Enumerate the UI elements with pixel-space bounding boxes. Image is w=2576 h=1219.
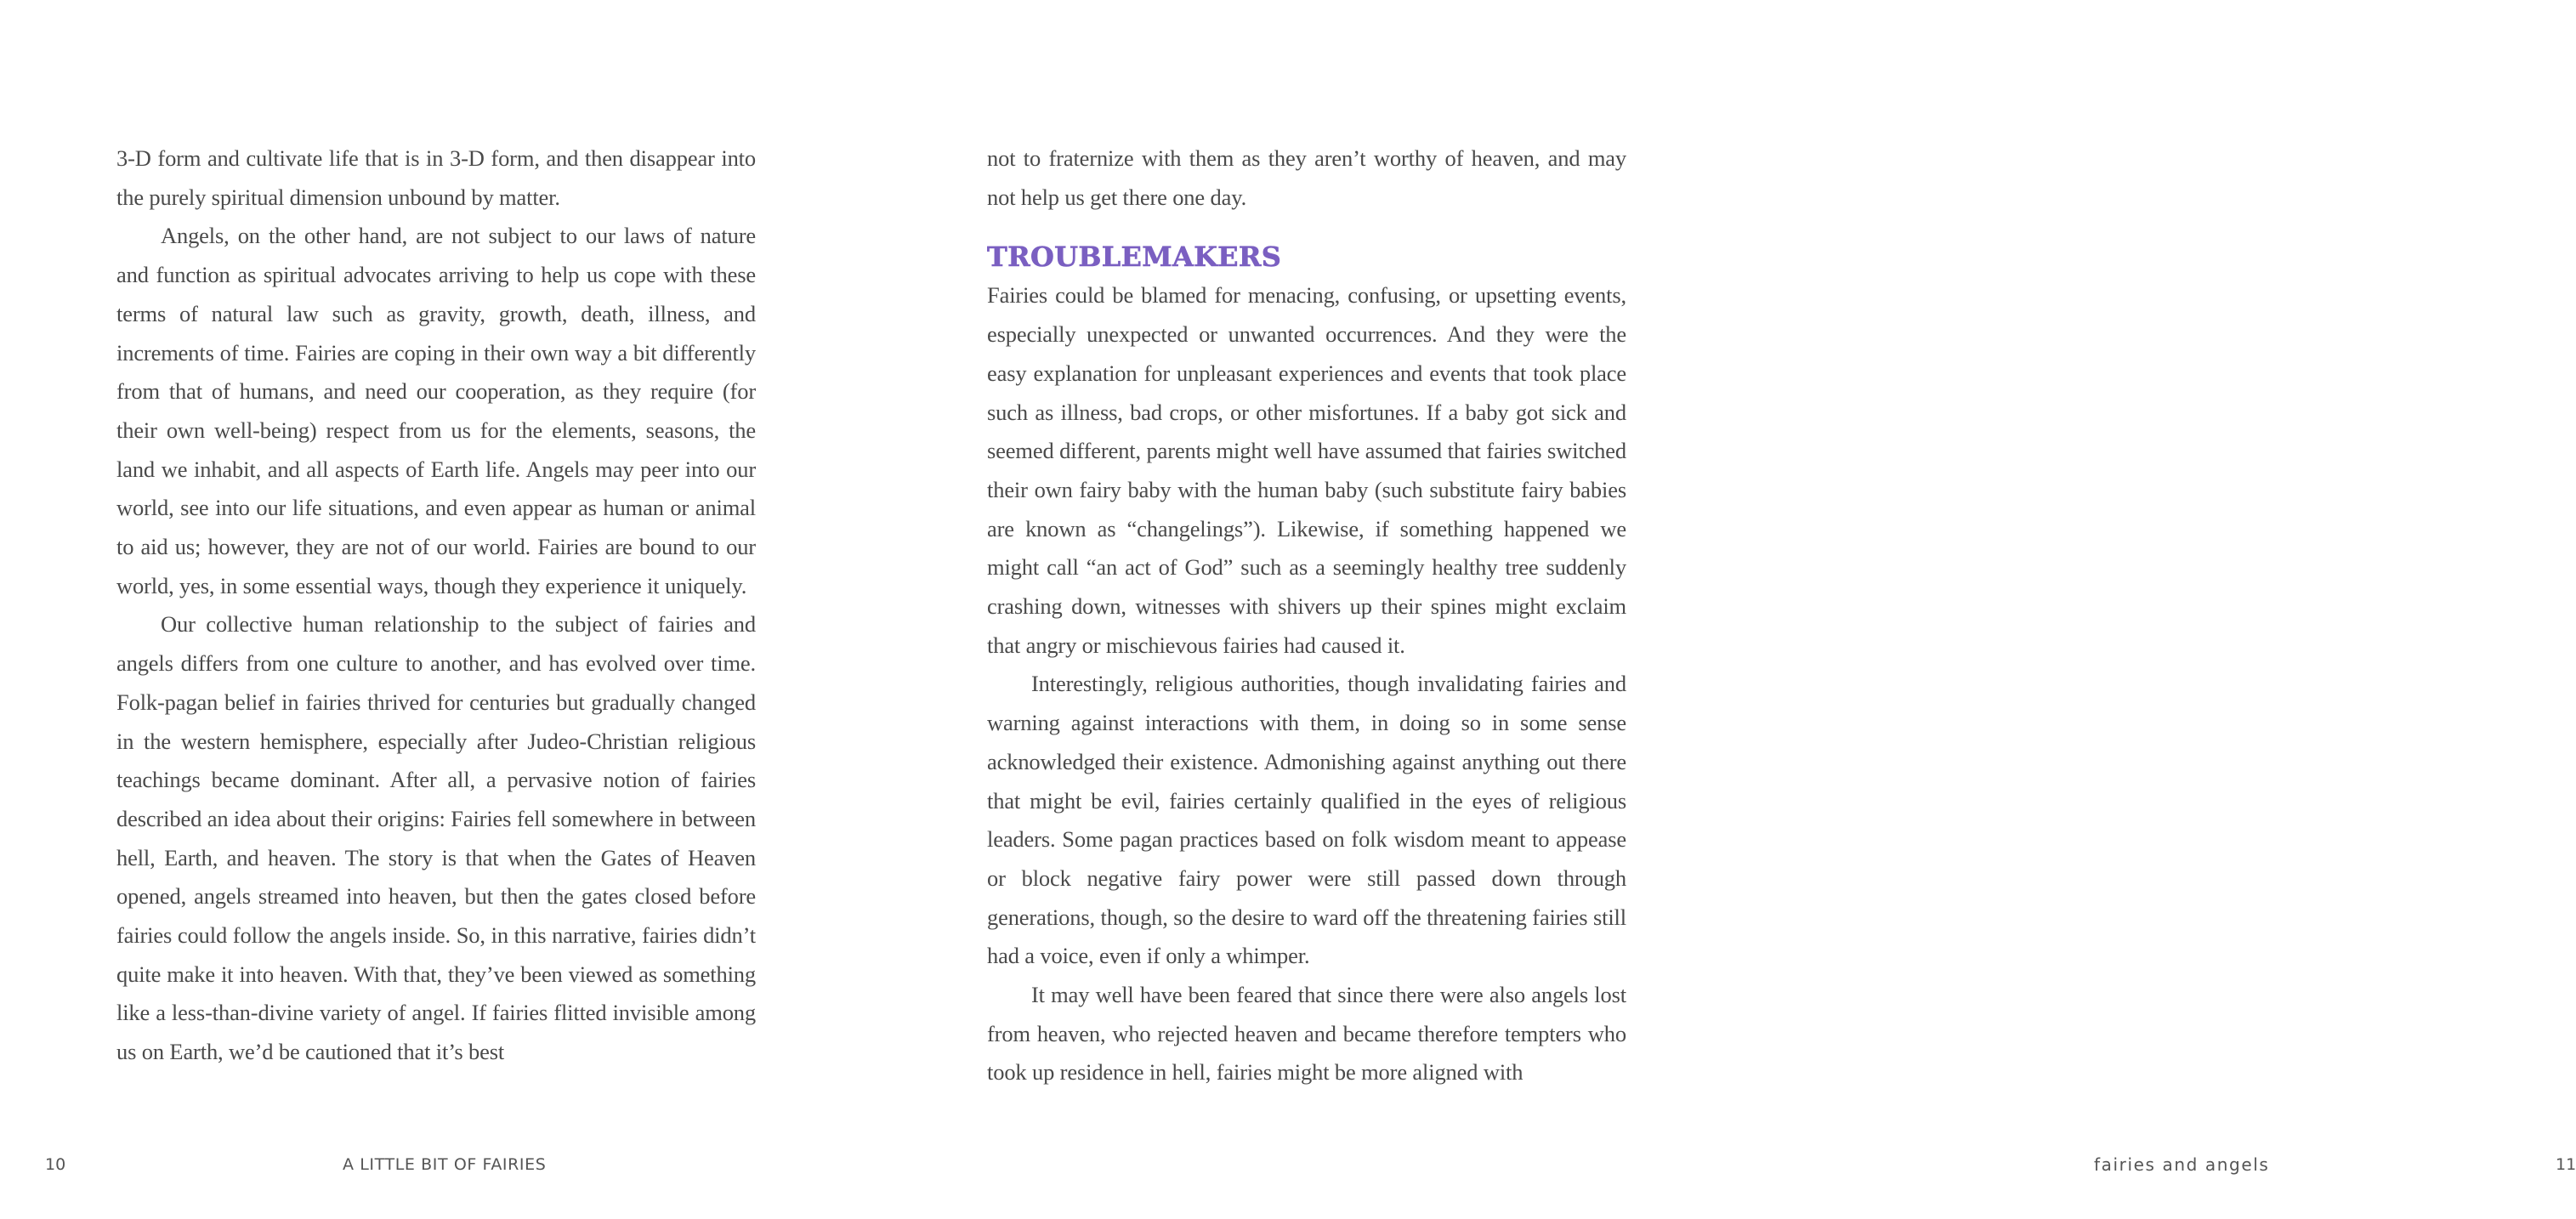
paragraph-continuation: 3-D form and cultivate life that is in 3-D form, and then disappear into the purely spiritual dimension unbound by matter. <box>116 145 756 210</box>
running-head-book-title: A LITTLE BIT OF FAIRIES <box>343 1155 547 1174</box>
paragraph-continuation: not to fraternize with them as they aren’t worthy of heaven, and may not help us get there one day. <box>987 145 1626 210</box>
left-page <box>0 0 871 1219</box>
paragraph-religious-authorities: Interestingly, religious authorities, though invalidating fairies and warning against interactions with them, in doing so in some sense acknowledged their existence. Admonishing against anything out there that might be evil, fairies certainly qualified in the eyes of religious leaders. Some pagan practices based on folk wisdom meant to appease or block negative fairy power were still passed down through generations, though, so the desire to ward off the threatening fairies still had a voice, even if only a whimper. <box>987 671 1626 969</box>
right-text-column <box>987 139 1626 1092</box>
left-text-column <box>116 139 756 1072</box>
right-page <box>871 0 2576 1219</box>
page-number-left: 10 <box>45 1155 66 1174</box>
paragraph-angels-nature: Angels, on the other hand, are not subject to our laws of nature and function as spiritual advocates arriving to help us cope with these terms of natural law such as gravity, growth, death, illness, and increments of time. Fairies are coping in their own way a bit differently from that of humans, and need our cooperation, as they require (for their own well-being) respect from us for the elements, seasons, the land we inhabit, and all aspects of Earth life. Angels may peer into our world, see into our life situations, and even appear as human or animal to aid us; however, they are not of our world. Fairies are bound to our world, yes, in some essential ways, though they experience it uniquely. <box>116 223 756 598</box>
paragraph-collective-relationship: Our collective human relationship to the subject of fairies and angels differs from one culture to another, and has evolved over time. Folk-pagan belief in fairies thrived for centuries but gradually changed in the western hemisphere, especially after Judeo-Christian religious teachings became dominant. After all, a pervasive notion of fairies described an idea about their origins: Fairies fell somewhere in between hell, Earth, and heaven. The story is that when the Gates of Heaven opened, angels streamed into heaven, but then the gates closed before fairies could follow the angels inside. So, in this narrative, fairies didn’t quite make it into heaven. With that, they’ve been viewed as something like a less-than-divine variety of angel. If fairies flitted invisible among us on Earth, we’d be cautioned that it’s best <box>116 611 756 1065</box>
paragraph-troublemakers-intro: Fairies could be blamed for menacing, confusing, or upsetting events, especially unexpected or unwanted occurrences. And they were the easy explanation for unpleasant experiences and events that took place such as illness, bad crops, or other misfortunes. If a baby got sick and seemed different, parents might well have assumed that fairies switched their own fairy baby with the human baby (such substitute fairy babies are known as “changelings”). Likewise, if something happened we might call “an act of God” such as a seemingly healthy tree suddenly crashing down, witnesses with shivers up their spines might exclaim that angry or mischievous fairies had caused it. <box>987 282 1626 658</box>
page-number-right: 11 <box>2556 1155 2576 1174</box>
paragraph-fallen-angels: It may well have been feared that since there were also angels lost from heaven, who rejected heaven and became therefore tempters who took up residence in hell, fairies might be more aligned with <box>987 982 1626 1086</box>
section-heading: TROUBLEMAKERS <box>987 241 1282 274</box>
running-head-chapter-title: fairies and angels <box>2094 1154 2270 1175</box>
